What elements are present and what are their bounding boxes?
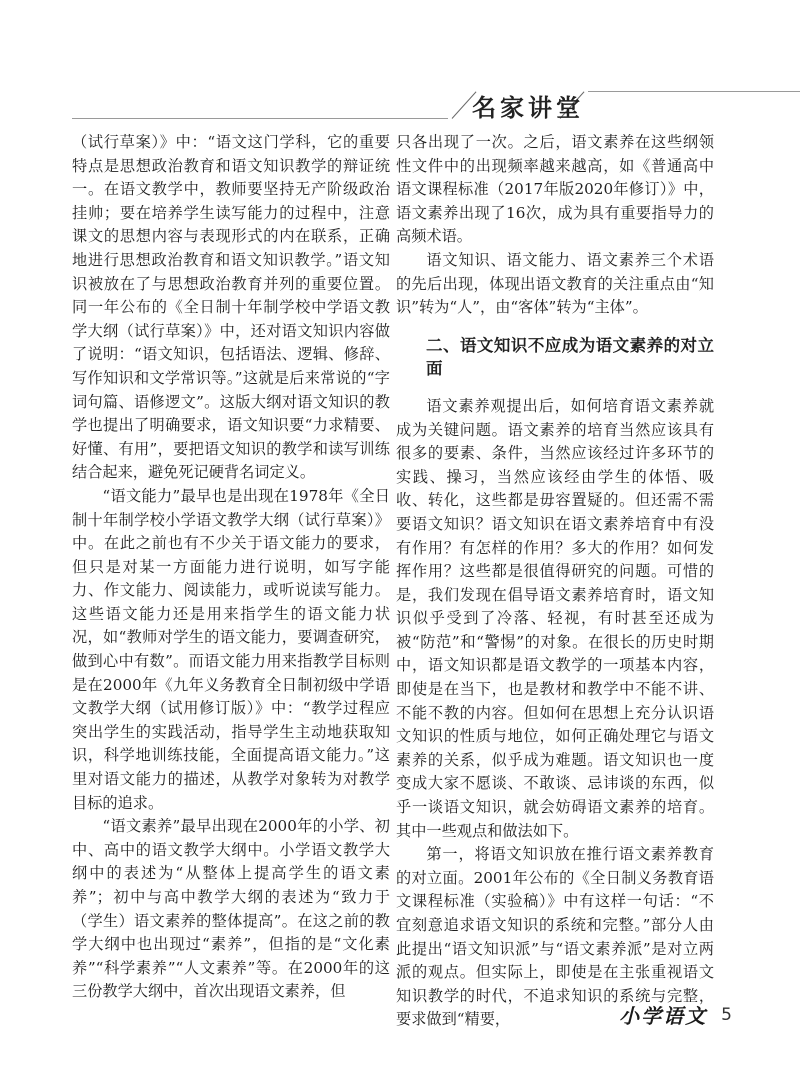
paragraph: 只各出现了一次。之后，语文素养在这些纲领性文件中的出现频率越来越高，如《普通高中语文课程标准（2017年版2020年修订）》中，语文素养出现了16次，成为具有重要指导力的高频术语。 — [396, 133, 714, 246]
paragraph: “语文素养”最早出现在2000年的小学、初中、高中的语文教学大纲中。小学语文教学大纲中的表述为“从整体上提高学生的语文素养”；初中与高中教学大纲的表述为“致力于（学生）语文素养的整体提高”。在这之前的教学大纲中也出现过“素养”，但指的是“文化素养”“科学素养”“人文素养”等。在2000年的这三份教学大纲中，首次出现语文素养，但 — [72, 817, 390, 1001]
paragraph: 语文知识、语文能力、语文素养三个术语的先后出现，体现出语文教育的关注重点由“知识”转为“人”，由“客体”转为“主体”。 — [396, 250, 714, 317]
paragraph: 语文素养观提出后，如何培育语文素养就成为关键问题。语文素养的培育当然应该具有很多的要素、条件，当然应该经过许多环节的实践、操习，当然应该经由学生的体悟、吸收、转化，这些都是毋容置疑的。但还需不需要语文知识？语文知识在语文素养培育中有没有作用？有怎样的作用？多大的作用？如何发挥作用？这些都是很值得研究的问题。可惜的是，我们发现在倡导语文素养培育时，语文知识似乎受到了冷落、轻视，有时甚至还成为被“防范”和“警惕”的对象。在很长的历史时期中，语文知识都是语文教学的一项基本内容，即使是在当下，也是教材和教学中不能不讲、不能不教的内容。但如何在思想上充分认识语文知识的性质与地位，如何正确处理它与语文素养的关系，似乎成为难题。语文知识也一度变成大家不愿谈、不敢谈、忌讳谈的东西，似乎一谈语文知识，就会妨碍语文素养的培育。其中一些观点和做法如下。 — [396, 396, 714, 840]
section-heading: 二、语文知识不应成为语文素养的对立面 — [426, 335, 714, 379]
paragraph: “语文能力”最早也是出现在1978年《全日制十年制学校小学语文教学大纲（试行草案）》中。在此之前也有不少关于语文能力的要求，但只是对某一方面能力进行说明，如写字能力、作文能力、阅读能力，或听说读写能力。这些语文能力还是用来指学生的语文能力状况，如“教师对学生的语文能力，要调查研究，做到心中有数”。而语文能力用来指教学目标则是在2000年《九年义务教育全日制初级中学语文教学大纲（试用修订版）》中：“教学过程应突出学生的实践活动，指导学生主动地获取知识，科学地训练技能，全面提高语文能力。”这里对语文能力的描述，从教学对象转为对教学目标的追求。 — [72, 486, 390, 812]
page-number: 5 — [721, 1004, 732, 1025]
page-footer — [619, 1000, 732, 1029]
paragraph: （试行草案）》中：“语文这门学科，它的重要特点是思想政治教育和语文知识教学的辩证统一。在语文教学中，教师要坚持无产阶级政治挂帅；要在培养学生读写能力的过程中，注意课文的思想内容与表现形式的内在联系，正确地进行思想政治教育和语文知识教学。”语文知识被放在了与思想政治教育并列的重要位置。同一年公布的《全日制十年制学校中学语文教学大纲（试行草案）》中，还对语文知识内容做了说明：“语文知识，包括语法、逻辑、修辞、写作知识和文学常识等。”这就是后来常说的“字词句篇、语修逻文”。这版大纲对语文知识的教学也提出了明确要求，语文知识要“力求精要、好懂、有用”，要把语文知识的教学和读写训练结合起来，避免死记硬背名词定义。 — [72, 133, 390, 482]
header-rule-left — [72, 118, 448, 119]
left-column — [72, 131, 390, 1004]
right-column — [396, 131, 714, 1032]
paragraph: 第一，将语文知识放在推行语文素养教育的对立面。2001年公布的《全日制义务教育语文课程标准（实验稿）》中有这样一句话：“不宜刻意追求语文知识的系统和完整。”部分人由此提出“语文知识派”与“语文素养派”是对立两派的观点。但实际上，即使是在主张重视语文知识教学的时代，不追求知识的系统与完整，要求做到“精要， — [396, 845, 714, 1029]
header-rule-right — [588, 91, 800, 92]
magazine-logo: 小学语文 — [619, 1004, 708, 1028]
page-header — [0, 0, 800, 130]
section-title: 名家讲堂 — [472, 94, 584, 122]
